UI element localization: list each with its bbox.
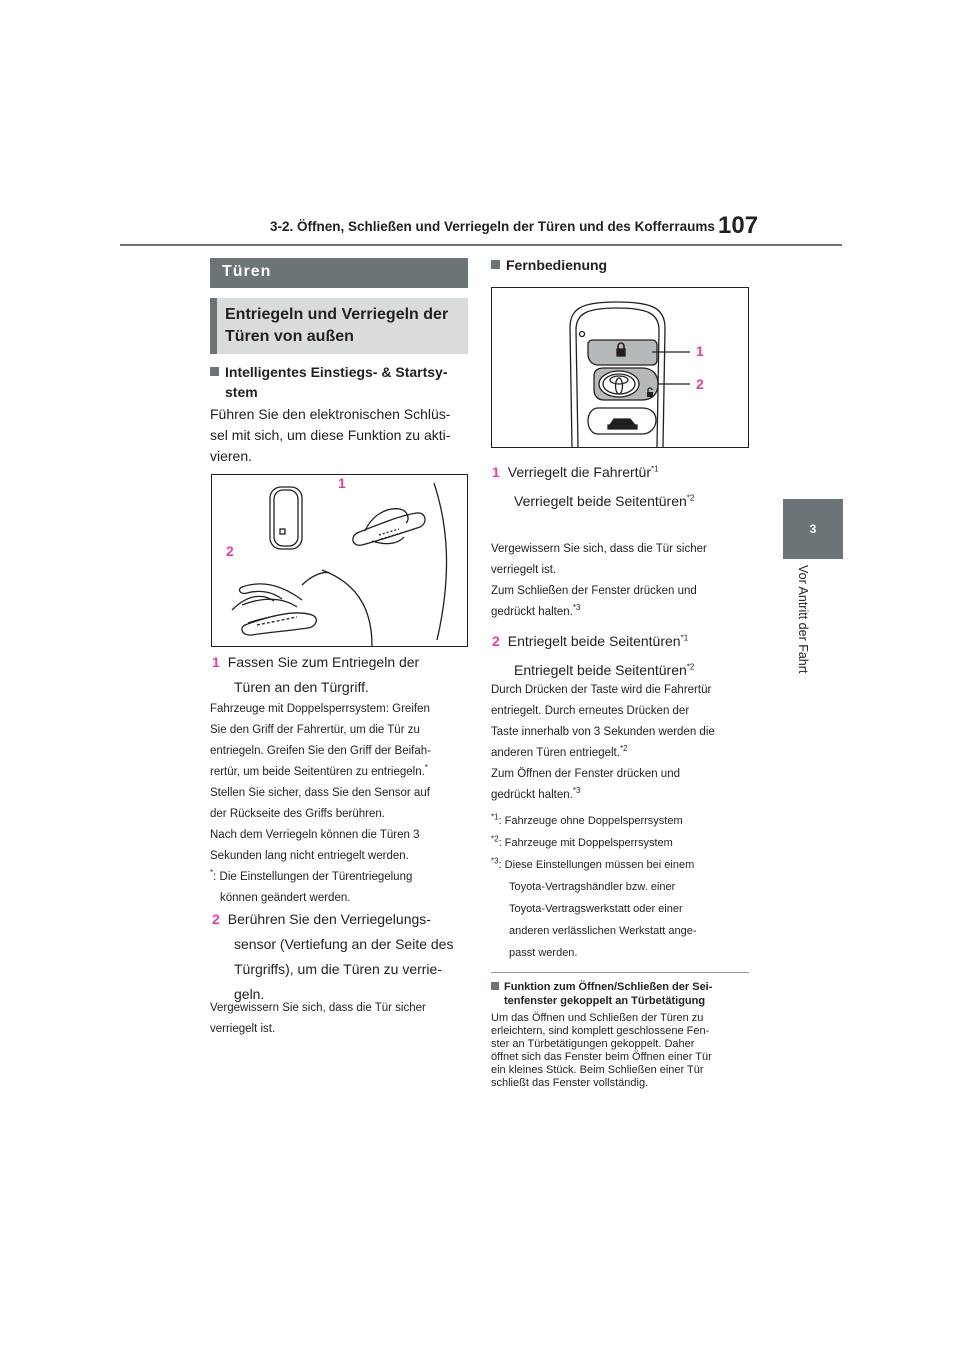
step-text: Türen an den Türgriff. [234, 679, 369, 695]
note-divider [491, 972, 749, 973]
note-heading-line: tenfenster gekoppelt an Türbetätigung [504, 995, 706, 1007]
step-number: 1 [492, 464, 500, 480]
text-line: Sekunden lang nicht entriegelt werden. [210, 850, 409, 862]
step-2 [212, 907, 474, 1007]
text-line: entriegelt. Durch erneutes Drücken der [491, 705, 690, 717]
remote-heading [491, 255, 753, 275]
step-text: Fassen Sie zum Entriegeln der [227, 654, 420, 670]
remote-lock-paragraph [491, 539, 753, 623]
step-text: Verriegelt die Fahrertür [507, 464, 651, 480]
text-line: Zum Schließen der Fenster drücken und [491, 585, 697, 597]
square-bullet-icon [491, 982, 499, 990]
step-text: sensor (Vertiefung an der Seite des [234, 936, 454, 952]
door-handle-illustration [212, 475, 467, 646]
header-rule [120, 244, 842, 246]
footnote-text: : Fahrzeuge ohne Doppelsperrsystem [498, 815, 683, 827]
figure-label-1: 1 [696, 343, 704, 359]
text-line: Fahrzeuge mit Doppelsperrsystem: Greifen [210, 703, 430, 715]
text-line: der Rückseite des Griffs berühren. [210, 808, 385, 820]
footnote-text: : Fahrzeuge mit Doppelsperrsystem [498, 837, 673, 849]
step-text: Türgriffs), um die Türen zu verrie- [234, 961, 442, 977]
text-line: schließt das Fenster vollständig. [491, 1077, 649, 1089]
text-line: gedrückt halten. [491, 606, 573, 618]
step-1 [212, 650, 474, 700]
smart-entry-heading [210, 362, 472, 402]
smart-entry-heading-line-1: Intelligentes Einstiegs- & Startsy- [225, 364, 448, 380]
text-line: anderen Türen entriegelt. [491, 747, 620, 759]
step-number: 1 [212, 654, 220, 670]
footnote-marker: *2 [619, 744, 628, 754]
footnote-marker: *1 [491, 812, 499, 822]
subsection-title-line-2: Türen von außen [225, 328, 354, 345]
text-line: erleichtern, sind komplett geschlossene Fen- [491, 1025, 710, 1037]
text-line: Vergewissern Sie sich, dass die Tür sicher [210, 1002, 426, 1014]
text-line: : Die Einstellungen der Türentriegelung [213, 871, 413, 883]
intro-line: sel mit sich, um diese Funktion zu akti- [210, 427, 451, 443]
step-number: 2 [212, 911, 220, 927]
smart-entry-intro [210, 404, 472, 467]
text-line: Durch Drücken der Taste wird die Fahrertür [491, 684, 712, 696]
subsection-title-line-1: Entriegeln und Verriegeln der [225, 306, 449, 323]
text-line: Zum Öffnen der Fenster drücken und [491, 768, 680, 780]
footnote-marker: * [210, 868, 214, 878]
text-line: gedrückt halten. [491, 789, 573, 801]
text-line: entriegeln. Greifen Sie den Griff der Beifah- [210, 745, 431, 757]
step-text: Verriegelt beide Seitentüren [514, 493, 687, 509]
text-line: verriegelt ist. [210, 1023, 276, 1035]
chapter-title: Vor Antritt der Fahrt [796, 565, 810, 674]
page-number: 107 [718, 212, 759, 239]
remote-step-2 [492, 629, 754, 683]
remote-key-illustration [492, 288, 748, 447]
footnote-text: : Diese Einstellungen müssen bei einem [498, 859, 695, 871]
footnote-text: passt werden. [509, 947, 578, 959]
remote-heading-text: Fernbedienung [506, 257, 608, 273]
remote-unlock-paragraph [491, 680, 753, 806]
text-line: Nach dem Verriegeln können die Türen 3 [210, 829, 420, 841]
step-text: Berühren Sie den Verriegelungs- [227, 911, 431, 927]
text-line: Vergewissern Sie sich, dass die Tür sicher [491, 543, 707, 555]
lock-check-paragraph [210, 998, 472, 1040]
figure-label-1: 1 [338, 475, 346, 491]
step-number: 2 [492, 633, 500, 649]
footnote-text: Toyota-Vertragshändler bzw. einer [509, 881, 676, 893]
intro-line: Führen Sie den elektronischen Schlüs- [210, 406, 451, 422]
double-lock-paragraph [210, 699, 472, 909]
remote-key-figure [491, 287, 749, 448]
text-line: ein kleines Stück. Beim Schließen einer Tür [491, 1064, 704, 1076]
running-header: 3-2. Öffnen, Schließen und Verriegeln der Türen und des Kofferraums [270, 219, 715, 234]
square-bullet-icon [210, 367, 219, 376]
footnote-text: anderen verlässlichen Werkstatt ange- [509, 925, 697, 937]
footnotes [491, 810, 753, 964]
text-line: Stellen Sie sicher, dass Sie den Sensor auf [210, 787, 430, 799]
footnote-marker: * [424, 763, 428, 773]
square-bullet-icon [491, 260, 500, 269]
footnote-marker: *3 [491, 856, 499, 866]
figure-label-2: 2 [696, 376, 704, 392]
text-line: Taste innerhalb von 3 Sekunden werden die [491, 726, 715, 738]
footnote-marker: *1 [680, 633, 689, 643]
chapter-label [794, 565, 814, 705]
text-line: Um das Öffnen und Schließen der Türen zu [491, 1012, 704, 1024]
text-line: können geändert werden. [220, 892, 351, 904]
step-text: geln. [234, 986, 265, 1002]
footnote-marker: *3 [572, 603, 581, 613]
smart-entry-heading-line-2: stem [225, 384, 258, 400]
footnote-marker: *2 [686, 493, 695, 503]
text-line: ster an Türbetätigungen gekoppelt. Daher [491, 1038, 695, 1050]
chapter-tab [783, 499, 843, 559]
footnote-marker: *1 [650, 464, 659, 474]
section-title: Türen [210, 258, 468, 288]
window-function-note [491, 980, 753, 1090]
footnote-text: Toyota-Vertragswerkstatt oder einer [509, 903, 683, 915]
text-line: rertür, um beide Seitentüren zu entriegeln. [210, 766, 425, 778]
text-line: öffnet sich das Fenster beim Öffnen einer Tür [491, 1051, 712, 1063]
footnote-marker: *2 [491, 834, 499, 844]
footnote-marker: *3 [572, 786, 581, 796]
step-text: Entriegelt beide Seitentüren [507, 633, 681, 649]
footnote-marker: *2 [686, 662, 695, 672]
step-text: Entriegelt beide Seitentüren [514, 662, 687, 678]
chapter-number: 3 [809, 522, 817, 536]
text-line: Sie den Griff der Fahrertür, um die Tür zu [210, 724, 420, 736]
figure-label-2: 2 [226, 543, 234, 559]
remote-step-1 [492, 460, 754, 514]
note-heading-line: Funktion zum Öffnen/Schließen der Sei- [504, 981, 713, 993]
intro-line: vieren. [210, 448, 253, 464]
subsection-title [210, 298, 468, 354]
text-line: verriegelt ist. [491, 564, 557, 576]
door-handle-figure [211, 474, 468, 647]
